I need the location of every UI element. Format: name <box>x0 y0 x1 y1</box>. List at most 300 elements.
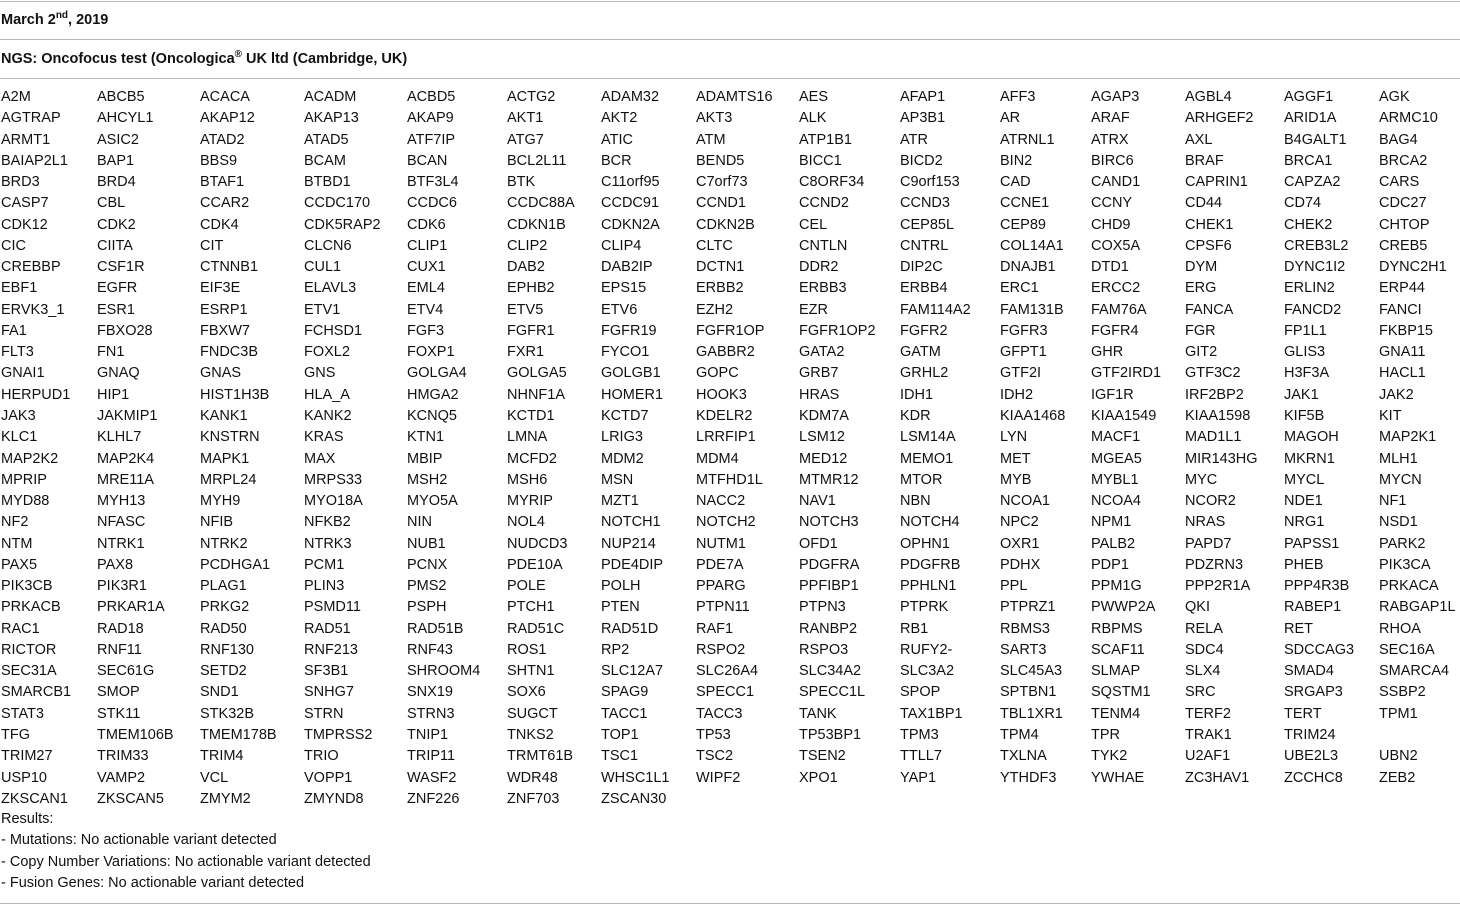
gene-cell: MYB <box>1000 471 1032 488</box>
gene-cell: GNS <box>304 365 336 382</box>
gene-cell: AGBL4 <box>1185 89 1232 105</box>
gene-cell: ZCCHC8 <box>1284 769 1343 786</box>
gene-cell: H3F3A <box>1284 365 1330 382</box>
gene-cell: SLC45A3 <box>1000 663 1063 680</box>
gene-row <box>0 704 1460 725</box>
gene-cell: CCDC88A <box>507 195 575 212</box>
gene-cell: SDCCAG3 <box>1284 641 1355 658</box>
gene-cell: ERBB4 <box>900 280 948 297</box>
gene-cell: ZMYM2 <box>200 790 251 807</box>
gene-cell: SMOP <box>97 684 140 701</box>
gene-cell: TRIM27 <box>1 748 53 765</box>
gene-cell: MIR143HG <box>1185 450 1258 467</box>
gene-cell: AKAP13 <box>304 110 359 127</box>
gene-cell: OFD1 <box>799 535 838 552</box>
gene-cell: PDGFRB <box>900 556 961 573</box>
gene-cell: TSEN2 <box>799 748 846 765</box>
gene-cell: PDGFRA <box>799 556 860 573</box>
gene-cell: NUB1 <box>407 535 446 552</box>
gene-row <box>0 172 1460 193</box>
gene-cell: PDZRN3 <box>1185 556 1244 573</box>
gene-cell: PAX8 <box>97 556 134 573</box>
gene-cell: CREB5 <box>1379 237 1428 254</box>
gene-row <box>0 257 1460 278</box>
gene-row <box>0 746 1460 767</box>
gene-cell: C9orf153 <box>900 174 960 191</box>
gene-cell: NOL4 <box>507 514 545 531</box>
gene-cell: RBMS3 <box>1000 620 1050 637</box>
gene-cell: SEC16A <box>1379 641 1435 658</box>
gene-cell: ERP44 <box>1379 280 1425 297</box>
gene-cell: SRC <box>1185 684 1216 701</box>
gene-cell: NFKB2 <box>304 514 351 531</box>
gene-cell: RAD51 <box>304 620 351 637</box>
gene-cell: MTOR <box>900 471 943 488</box>
gene-cell: FANCA <box>1185 301 1234 318</box>
gene-cell: PRKACA <box>1379 578 1439 595</box>
gene-cell: NCOA4 <box>1091 493 1141 510</box>
gene-cell: GLIS3 <box>1284 344 1326 361</box>
gene-cell: RUFY2- <box>900 641 953 658</box>
gene-cell: ARAF <box>1091 110 1130 127</box>
gene-cell: TANK <box>799 705 837 722</box>
gene-cell: ARMC10 <box>1379 110 1438 127</box>
date-rule <box>0 39 1460 40</box>
gene-cell: TSC1 <box>601 748 639 765</box>
gene-cell: SOX6 <box>507 684 546 701</box>
gene-cell: PALB2 <box>1091 535 1136 552</box>
gene-row <box>0 300 1460 321</box>
gene-row <box>0 342 1460 363</box>
gene-cell: SLC3A2 <box>900 663 955 680</box>
gene-cell: KANK2 <box>304 407 352 424</box>
gene-cell: JAK3 <box>1 407 36 424</box>
gene-row <box>0 449 1460 470</box>
gene-cell: CARS <box>1379 174 1420 191</box>
gene-cell: UBE2L3 <box>1284 748 1339 765</box>
gene-cell: KIF5B <box>1284 407 1325 424</box>
gene-cell: KIT <box>1379 407 1402 424</box>
gene-cell: SF3B1 <box>304 663 349 680</box>
gene-cell: PPP4R3B <box>1284 578 1350 595</box>
gene-cell: MAP2K4 <box>97 450 155 467</box>
gene-row <box>0 321 1460 342</box>
gene-cell: ZNF226 <box>407 790 460 807</box>
gene-cell: NFIB <box>200 514 234 531</box>
gene-cell: TP53BP1 <box>799 726 862 743</box>
gene-cell: AES <box>799 89 829 105</box>
gene-cell: RAD51C <box>507 620 565 637</box>
gene-cell: KDR <box>900 407 931 424</box>
gene-cell: NOTCH2 <box>696 514 756 531</box>
gene-cell: ETV5 <box>507 301 544 318</box>
gene-cell: PWWP2A <box>1091 599 1156 616</box>
gene-cell: NTRK3 <box>304 535 352 552</box>
gene-cell: PCM1 <box>304 556 345 573</box>
gene-cell: AGAP3 <box>1091 89 1140 105</box>
gene-cell: DDR2 <box>799 259 839 276</box>
gene-cell: PAPD7 <box>1185 535 1232 552</box>
gene-cell: PSMD11 <box>304 599 361 616</box>
gene-cell: TMEM106B <box>97 726 174 743</box>
gene-cell: AXL <box>1185 131 1213 148</box>
results-section <box>1 809 371 894</box>
gene-cell: FGR <box>1185 322 1216 339</box>
gene-cell: PIK3CB <box>1 578 53 595</box>
gene-cell: FBXO28 <box>97 322 153 339</box>
gene-row <box>0 491 1460 512</box>
gene-cell: GNAQ <box>97 365 140 382</box>
gene-cell: ZKSCAN1 <box>1 790 68 807</box>
gene-row <box>0 768 1460 789</box>
gene-cell: CSF1R <box>97 259 145 276</box>
gene-cell: KLC1 <box>1 429 38 446</box>
gene-cell: MET <box>1000 450 1031 467</box>
gene-cell: MAP2K2 <box>1 450 59 467</box>
gene-cell: MKRN1 <box>1284 450 1335 467</box>
gene-cell: BCAN <box>407 152 448 169</box>
gene-cell: NCOA1 <box>1000 493 1050 510</box>
gene-cell: POLE <box>507 578 546 595</box>
gene-cell: FGF3 <box>407 322 445 339</box>
gene-cell: DTD1 <box>1091 259 1129 276</box>
gene-cell: ACTG2 <box>507 89 556 105</box>
gene-cell: KRAS <box>304 429 344 446</box>
gene-cell: IGF1R <box>1091 386 1134 403</box>
gene-cell: CIT <box>200 237 224 254</box>
gene-cell: SLC26A4 <box>696 663 759 680</box>
gene-cell: TXLNA <box>1000 748 1047 765</box>
gene-cell: ATRX <box>1091 131 1129 148</box>
gene-cell: MSN <box>601 471 634 488</box>
top-rule <box>0 1 1460 2</box>
gene-cell: CCDC170 <box>304 195 371 212</box>
gene-cell: CCND1 <box>696 195 746 212</box>
gene-cell: CAND1 <box>1091 174 1141 191</box>
gene-cell: CAD <box>1000 174 1031 191</box>
gene-cell: PAPSS1 <box>1284 535 1340 552</box>
gene-cell: KDELR2 <box>696 407 753 424</box>
gene-cell: PIK3CA <box>1379 556 1431 573</box>
gene-cell: AFAP1 <box>900 89 946 105</box>
gene-cell: TRAK1 <box>1185 726 1232 743</box>
gene-row <box>0 87 1460 108</box>
gene-cell: GATM <box>900 344 941 361</box>
gene-cell: IDH2 <box>1000 386 1034 403</box>
gene-cell: YWHAE <box>1091 769 1145 786</box>
gene-cell: DYNC2H1 <box>1379 259 1447 276</box>
gene-cell: SPTBN1 <box>1000 684 1057 701</box>
result-fusion: - Fusion Genes: No actionable variant detected <box>1 874 305 891</box>
gene-cell: PAX5 <box>1 556 38 573</box>
gene-cell: CAPRIN1 <box>1185 174 1248 191</box>
result-cnv: - Copy Number Variations: No actionable variant detected <box>1 853 371 870</box>
gene-cell: ATAD2 <box>200 131 245 148</box>
gene-cell: TPM4 <box>1000 726 1039 743</box>
gene-cell: JAKMIP1 <box>97 407 158 424</box>
gene-cell: CDKN2A <box>601 216 660 233</box>
gene-cell: CDK5RAP2 <box>304 216 381 233</box>
gene-cell: CCAR2 <box>200 195 250 212</box>
gene-cell: PPHLN1 <box>900 578 957 595</box>
gene-cell: SLX4 <box>1185 663 1221 680</box>
gene-cell: FAM131B <box>1000 301 1064 318</box>
gene-cell: TRIP11 <box>407 748 456 765</box>
gene-cell: PRKACB <box>1 599 61 616</box>
gene-cell: GOLGA5 <box>507 365 567 382</box>
gene-cell: MZT1 <box>601 493 639 510</box>
gene-cell: EBF1 <box>1 280 38 297</box>
gene-cell: CDK2 <box>97 216 136 233</box>
gene-cell: SPAG9 <box>601 684 649 701</box>
gene-cell: RNF213 <box>304 641 358 658</box>
gene-cell: BRAF <box>1185 152 1224 169</box>
gene-cell: FGFR2 <box>900 322 948 339</box>
result-mutations: - Mutations: No actionable variant detected <box>1 832 277 849</box>
gene-cell: CBL <box>97 195 126 212</box>
gene-cell: TRIM33 <box>97 748 149 765</box>
gene-cell: BAIAP2L1 <box>1 152 68 169</box>
title-rule <box>0 78 1460 79</box>
gene-cell: TAX1BP1 <box>900 705 963 722</box>
gene-cell: BICD2 <box>900 152 943 169</box>
gene-cell: BRCA2 <box>1379 152 1428 169</box>
gene-cell: RAF1 <box>696 620 734 637</box>
gene-cell: NIN <box>407 514 432 531</box>
gene-cell: NAV1 <box>799 493 836 510</box>
gene-cell: SNHG7 <box>304 684 354 701</box>
gene-cell: ALK <box>799 110 827 127</box>
gene-cell: CCDC91 <box>601 195 660 212</box>
gene-cell: XPO1 <box>799 769 838 786</box>
gene-cell: WIPF2 <box>696 769 741 786</box>
gene-cell: ACACA <box>200 89 250 105</box>
gene-cell: GIT2 <box>1185 344 1218 361</box>
gene-cell: FGFR1OP2 <box>799 322 876 339</box>
gene-cell: ERVK3_1 <box>1 301 65 318</box>
gene-cell: RAD18 <box>97 620 144 637</box>
gene-cell: MYD88 <box>1 493 50 510</box>
gene-cell: AGTRAP <box>1 110 61 127</box>
gene-cell: MDM4 <box>696 450 739 467</box>
gene-cell: ATG7 <box>507 131 544 148</box>
gene-cell: RICTOR <box>1 641 57 658</box>
gene-cell: BRD4 <box>97 174 136 191</box>
gene-cell: LSM12 <box>799 429 845 446</box>
gene-cell: MYRIP <box>507 493 553 510</box>
bottom-rule <box>0 903 1460 904</box>
gene-cell: PTEN <box>601 599 640 616</box>
gene-cell: PARK2 <box>1379 535 1426 552</box>
gene-cell: GNA11 <box>1379 344 1426 361</box>
gene-cell: BTBD1 <box>304 174 351 191</box>
gene-cell: MRPS33 <box>304 471 363 488</box>
gene-row <box>0 789 1460 810</box>
gene-cell: NFASC <box>97 514 146 531</box>
gene-cell: GATA2 <box>799 344 845 361</box>
gene-cell: PHEB <box>1284 556 1324 573</box>
gene-cell: CCDC6 <box>407 195 457 212</box>
gene-row <box>0 661 1460 682</box>
gene-cell: EPHB2 <box>507 280 555 297</box>
gene-cell: TMEM178B <box>200 726 277 743</box>
gene-cell: MLH1 <box>1379 450 1418 467</box>
gene-cell: PLAG1 <box>200 578 247 595</box>
gene-cell: PTPRK <box>900 599 949 616</box>
gene-cell: AKT2 <box>601 110 638 127</box>
gene-cell: ERLIN2 <box>1284 280 1335 297</box>
gene-cell: HRAS <box>799 386 840 403</box>
gene-cell: ATRNL1 <box>1000 131 1055 148</box>
gene-cell: CCND2 <box>799 195 849 212</box>
gene-cell: RAD51D <box>601 620 659 637</box>
gene-cell: SLC34A2 <box>799 663 862 680</box>
gene-cell: SHROOM4 <box>407 663 481 680</box>
gene-cell: ADAMTS16 <box>696 89 773 105</box>
gene-cell: PPP2R1A <box>1185 578 1251 595</box>
gene-row <box>0 597 1460 618</box>
gene-cell: ZMYND8 <box>304 790 364 807</box>
gene-cell: SDC4 <box>1185 641 1224 658</box>
gene-cell: FGFR4 <box>1091 322 1139 339</box>
gene-cell: BTF3L4 <box>407 174 459 191</box>
gene-cell: CDKN2B <box>696 216 755 233</box>
gene-cell: TRIM4 <box>200 748 244 765</box>
gene-cell: MYH13 <box>97 493 146 510</box>
gene-cell: NTM <box>1 535 33 552</box>
gene-cell: PSPH <box>407 599 447 616</box>
gene-cell: CHD9 <box>1091 216 1131 233</box>
gene-cell: MYC <box>1185 471 1218 488</box>
gene-cell: MED12 <box>799 450 848 467</box>
gene-cell: NPM1 <box>1091 514 1132 531</box>
gene-row <box>0 512 1460 533</box>
gene-cell: EPS15 <box>601 280 647 297</box>
gene-cell: GABBR2 <box>696 344 755 361</box>
gene-cell: MAD1L1 <box>1185 429 1242 446</box>
gene-cell: RSPO2 <box>696 641 746 658</box>
gene-cell: CLTC <box>696 237 733 254</box>
gene-cell: ERBB2 <box>696 280 744 297</box>
gene-cell: TPM3 <box>900 726 939 743</box>
gene-cell: LYN <box>1000 429 1028 446</box>
gene-cell: TPM1 <box>1379 705 1418 722</box>
gene-cell: PRKAR1A <box>97 599 165 616</box>
gene-cell: KLHL7 <box>97 429 142 446</box>
gene-cell: BAG4 <box>1379 131 1418 148</box>
gene-cell: EGFR <box>97 280 138 297</box>
gene-cell: RHOA <box>1379 620 1421 637</box>
gene-row <box>0 108 1460 129</box>
gene-cell: WASF2 <box>407 769 457 786</box>
gene-cell: AFF3 <box>1000 89 1036 105</box>
gene-cell: GOLGA4 <box>407 365 467 382</box>
gene-cell: BCAM <box>304 152 346 169</box>
gene-cell: GOLGB1 <box>601 365 661 382</box>
gene-cell: FAM76A <box>1091 301 1147 318</box>
gene-cell: MPRIP <box>1 471 47 488</box>
gene-cell: KCTD7 <box>601 407 649 424</box>
gene-cell: SMAD4 <box>1284 663 1334 680</box>
gene-cell: WHSC1L1 <box>601 769 670 786</box>
gene-cell: SPOP <box>900 684 941 701</box>
gene-cell: NACC2 <box>696 493 746 510</box>
gene-cell: HERPUD1 <box>1 386 71 403</box>
gene-cell: KTN1 <box>407 429 445 446</box>
gene-cell: HOMER1 <box>601 386 664 403</box>
gene-cell: STK11 <box>97 705 141 722</box>
gene-cell: ETV4 <box>407 301 444 318</box>
gene-cell: GRHL2 <box>900 365 949 382</box>
gene-cell: HIP1 <box>97 386 130 403</box>
gene-cell: BCR <box>601 152 632 169</box>
gene-cell: FXR1 <box>507 344 545 361</box>
gene-cell: RABGAP1L <box>1379 599 1456 616</box>
gene-cell: JAK2 <box>1379 386 1414 403</box>
gene-cell: LRIG3 <box>601 429 643 446</box>
gene-table <box>0 87 1460 810</box>
gene-cell: QKI <box>1185 599 1210 616</box>
gene-cell: BAP1 <box>97 152 135 169</box>
gene-cell: DAB2IP <box>601 259 653 276</box>
gene-row <box>0 534 1460 555</box>
gene-cell: EZR <box>799 301 828 318</box>
gene-cell: RP2 <box>601 641 630 658</box>
gene-cell: ZC3HAV1 <box>1185 769 1250 786</box>
gene-cell: AKT1 <box>507 110 544 127</box>
gene-cell: EZH2 <box>696 301 734 318</box>
gene-cell: PTPN3 <box>799 599 846 616</box>
gene-cell: C7orf73 <box>696 174 748 191</box>
gene-cell: FGFR19 <box>601 322 657 339</box>
gene-cell: ATM <box>696 131 726 148</box>
gene-cell: NHNF1A <box>507 386 566 403</box>
gene-cell: ARMT1 <box>1 131 51 148</box>
gene-cell: TNKS2 <box>507 726 554 743</box>
gene-cell: JAK1 <box>1284 386 1319 403</box>
gene-cell: GRB7 <box>799 365 839 382</box>
gene-cell: RAC1 <box>1 620 40 637</box>
gene-cell: GNAI1 <box>1 365 45 382</box>
gene-cell: ASIC2 <box>97 131 139 148</box>
gene-cell: FBXW7 <box>200 322 250 339</box>
gene-cell: ZNF703 <box>507 790 560 807</box>
gene-cell: FNDC3B <box>200 344 259 361</box>
gene-cell: EML4 <box>407 280 445 297</box>
gene-cell: TRMT61B <box>507 748 574 765</box>
gene-cell: CEP89 <box>1000 216 1046 233</box>
gene-cell: KIAA1598 <box>1185 407 1251 424</box>
gene-cell: TPR <box>1091 726 1120 743</box>
gene-cell: SLMAP <box>1091 663 1141 680</box>
gene-cell: DNAJB1 <box>1000 259 1056 276</box>
gene-cell: PDP1 <box>1091 556 1129 573</box>
gene-cell: RANBP2 <box>799 620 858 637</box>
gene-cell: AGK <box>1379 89 1410 105</box>
gene-cell: GTF2I <box>1000 365 1042 382</box>
gene-cell: AP3B1 <box>900 110 946 127</box>
gene-cell: NBN <box>900 493 931 510</box>
gene-cell: MCFD2 <box>507 450 557 467</box>
gene-cell: TRIO <box>304 748 339 765</box>
gene-cell: ERBB3 <box>799 280 847 297</box>
gene-cell: CEL <box>799 216 828 233</box>
gene-cell: FN1 <box>97 344 125 361</box>
gene-cell: STK32B <box>200 705 254 722</box>
gene-cell: CCNE1 <box>1000 195 1050 212</box>
gene-cell: WDR48 <box>507 769 558 786</box>
gene-cell: KDM7A <box>799 407 849 424</box>
